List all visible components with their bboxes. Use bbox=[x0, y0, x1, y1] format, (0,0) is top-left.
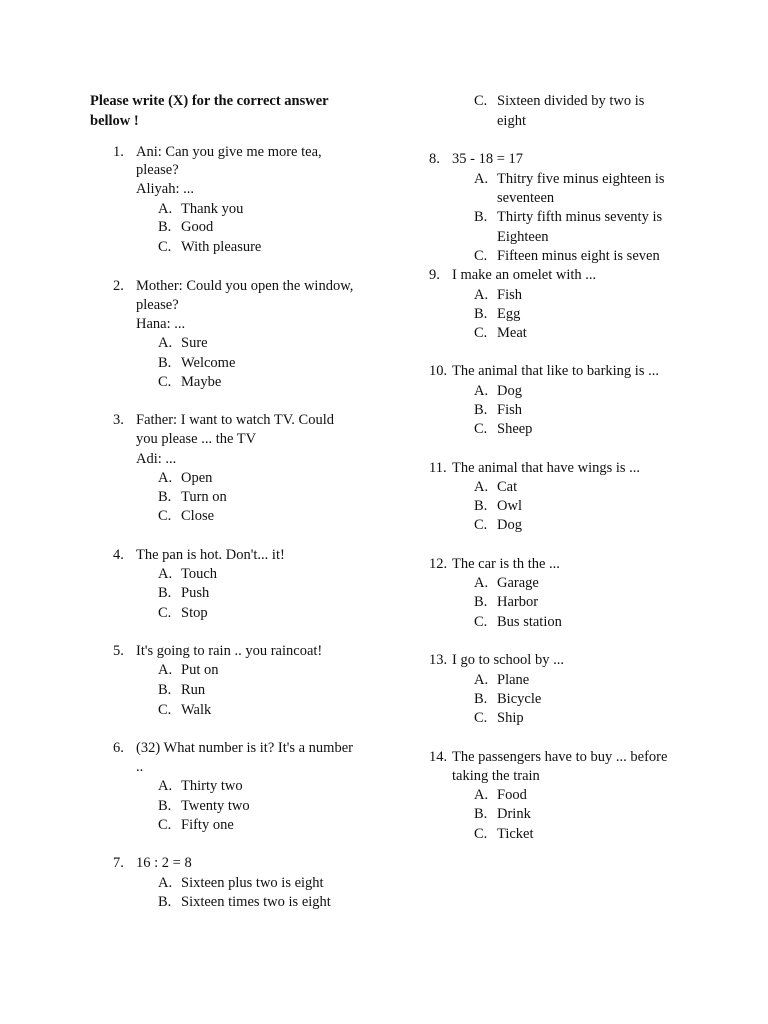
option-letter: A. bbox=[158, 662, 173, 678]
option-letter: B. bbox=[474, 806, 488, 822]
question-text: Adi: ... bbox=[136, 451, 177, 467]
option-text-continued: Eighteen bbox=[497, 229, 549, 245]
option-text-continued: eight bbox=[497, 113, 526, 129]
option-letter: B. bbox=[158, 219, 172, 235]
option-text: Ship bbox=[497, 710, 524, 726]
question-number: 3. bbox=[113, 412, 124, 428]
question-text: Ani: Can you give me more tea, bbox=[136, 144, 322, 160]
option-letter: A. bbox=[474, 171, 489, 187]
option-text: Touch bbox=[181, 566, 218, 582]
option-text: Drink bbox=[497, 806, 531, 822]
question-number: 11. bbox=[429, 460, 447, 476]
question-number: 14. bbox=[429, 749, 448, 765]
option-text: Fifteen minus eight is seven bbox=[497, 248, 660, 264]
option-text: Cat bbox=[497, 479, 518, 495]
option-text: Thank you bbox=[181, 201, 244, 217]
option-letter: A. bbox=[474, 479, 489, 495]
question-number: 8. bbox=[429, 151, 440, 167]
option-text: Turn on bbox=[181, 489, 227, 505]
option-letter: C. bbox=[474, 614, 488, 630]
option-letter: A. bbox=[474, 672, 489, 688]
question-text: taking the train bbox=[452, 768, 540, 784]
instruction-line-2: bellow ! bbox=[90, 113, 139, 129]
option-letter: B. bbox=[474, 691, 488, 707]
question-number: 12. bbox=[429, 556, 448, 572]
option-text: Sixteen plus two is eight bbox=[181, 875, 324, 891]
option-text: Fifty one bbox=[181, 817, 234, 833]
question-number: 1. bbox=[113, 144, 124, 160]
option-letter: C. bbox=[474, 248, 488, 264]
option-letter: C. bbox=[158, 817, 172, 833]
option-letter: B. bbox=[158, 585, 172, 601]
option-letter: B. bbox=[158, 355, 172, 371]
question-text: The animal that like to barking is ... bbox=[452, 363, 659, 379]
option-letter: B. bbox=[158, 682, 172, 698]
question-number: 6. bbox=[113, 740, 124, 756]
option-letter: C. bbox=[158, 239, 172, 255]
option-text: Thirty fifth minus seventy is bbox=[497, 209, 663, 225]
option-letter: C. bbox=[158, 374, 172, 390]
question-text: The passengers have to buy ... before bbox=[452, 749, 668, 765]
option-text: Open bbox=[181, 470, 213, 486]
option-text: Sure bbox=[181, 335, 208, 351]
instruction-line-1: Please write (X) for the correct answer bbox=[90, 93, 329, 109]
option-text: Bicycle bbox=[497, 691, 542, 707]
option-letter: A. bbox=[158, 778, 173, 794]
option-text: Egg bbox=[497, 306, 521, 322]
option-text: Garage bbox=[497, 575, 539, 591]
question-text: Aliyah: ... bbox=[136, 181, 194, 197]
option-letter: A. bbox=[158, 566, 173, 582]
option-text: Sheep bbox=[497, 421, 533, 437]
option-letter: B. bbox=[158, 798, 172, 814]
option-text: Sixteen divided by two is bbox=[497, 93, 645, 109]
option-letter: A. bbox=[158, 201, 173, 217]
option-letter: C. bbox=[474, 325, 488, 341]
question-number: 2. bbox=[113, 278, 124, 294]
option-text: Fish bbox=[497, 287, 522, 303]
option-letter: C. bbox=[474, 421, 488, 437]
option-letter: A. bbox=[474, 383, 489, 399]
option-letter: C. bbox=[474, 710, 488, 726]
option-text: Food bbox=[497, 787, 527, 803]
question-text: Hana: ... bbox=[136, 316, 186, 332]
option-text: Stop bbox=[181, 605, 208, 621]
question-text: 16 : 2 = 8 bbox=[136, 855, 192, 871]
question-number: 9. bbox=[429, 267, 440, 283]
option-text: Bus station bbox=[497, 614, 562, 630]
option-letter: B. bbox=[474, 402, 488, 418]
option-letter: C. bbox=[474, 93, 488, 109]
question-text: please? bbox=[136, 162, 179, 178]
question-number: 7. bbox=[113, 855, 124, 871]
option-text: Close bbox=[181, 508, 215, 524]
option-text: Ticket bbox=[497, 826, 534, 842]
option-text: Walk bbox=[181, 702, 212, 718]
question-text: The pan is hot. Don't... it! bbox=[136, 547, 285, 563]
option-text: Push bbox=[181, 585, 210, 601]
option-text: Meat bbox=[497, 325, 527, 341]
question-text: It's going to rain .. you raincoat! bbox=[136, 643, 323, 659]
option-text: Thirty two bbox=[181, 778, 243, 794]
question-text: Father: I want to watch TV. Could bbox=[136, 412, 335, 428]
option-letter: A. bbox=[474, 575, 489, 591]
question-text: The car is th the ... bbox=[452, 556, 560, 572]
question-text: 35 - 18 = 17 bbox=[452, 151, 524, 167]
option-text: Thitry five minus eighteen is bbox=[497, 171, 665, 187]
option-text: Dog bbox=[497, 517, 522, 533]
option-text: Harbor bbox=[497, 594, 539, 610]
question-number: 13. bbox=[429, 652, 448, 668]
option-letter: B. bbox=[474, 594, 488, 610]
option-text: Good bbox=[181, 219, 214, 235]
option-letter: B. bbox=[474, 306, 488, 322]
option-text: Owl bbox=[497, 498, 522, 514]
question-text: Mother: Could you open the window, bbox=[136, 278, 354, 294]
question-number: 5. bbox=[113, 643, 124, 659]
option-letter: B. bbox=[158, 489, 172, 505]
question-text: I make an omelet with ... bbox=[452, 267, 597, 283]
question-number: 4. bbox=[113, 547, 124, 563]
option-text: Maybe bbox=[181, 374, 222, 390]
option-text: With pleasure bbox=[181, 239, 262, 255]
question-text: (32) What number is it? It's a number bbox=[136, 740, 353, 756]
option-text: Run bbox=[181, 682, 206, 698]
question-text: you please ... the TV bbox=[136, 431, 257, 447]
option-text: Put on bbox=[181, 662, 219, 678]
option-letter: C. bbox=[158, 702, 172, 718]
option-text: Welcome bbox=[181, 355, 236, 371]
option-letter: A. bbox=[474, 787, 489, 803]
question-text: I go to school by ... bbox=[452, 652, 564, 668]
option-letter: A. bbox=[158, 335, 173, 351]
option-letter: C. bbox=[158, 605, 172, 621]
option-text: Plane bbox=[497, 672, 530, 688]
option-letter: C. bbox=[474, 826, 488, 842]
option-letter: C. bbox=[474, 517, 488, 533]
option-text: Fish bbox=[497, 402, 522, 418]
question-text: please? bbox=[136, 297, 179, 313]
option-letter: A. bbox=[158, 875, 173, 891]
option-text: Twenty two bbox=[181, 798, 250, 814]
option-letter: A. bbox=[158, 470, 173, 486]
option-letter: B. bbox=[158, 894, 172, 910]
question-text: .. bbox=[136, 759, 144, 775]
option-letter: B. bbox=[474, 498, 488, 514]
option-text: Dog bbox=[497, 383, 522, 399]
option-text-continued: seventeen bbox=[497, 190, 555, 206]
option-letter: A. bbox=[474, 287, 489, 303]
option-letter: C. bbox=[158, 508, 172, 524]
question-number: 10. bbox=[429, 363, 448, 379]
option-letter: B. bbox=[474, 209, 488, 225]
option-text: Sixteen times two is eight bbox=[181, 894, 331, 910]
question-text: The animal that have wings is ... bbox=[452, 460, 641, 476]
